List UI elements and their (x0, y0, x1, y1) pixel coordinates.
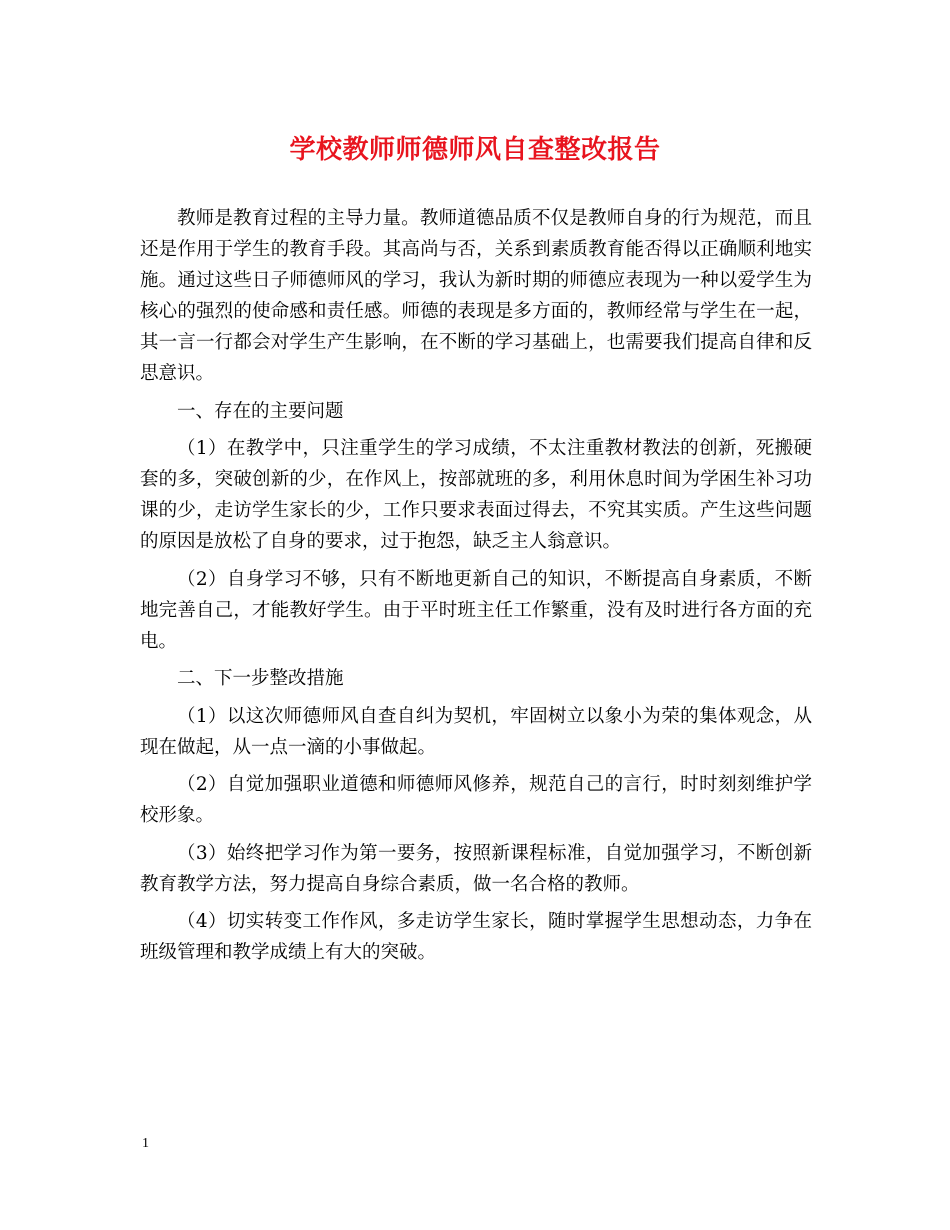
problem-item-1: （1）在教学中，只注重学生的学习成绩，不太注重教材教法的创新，死搬硬套的多，突破创新的少，在作风上，按部就班的多，利用休息时间为学困生补习功课的少，走访学生家长的少，工作只要求表面过得去，不究其实质。产生这些问题的原因是放松了自身的要求，过于抱怨，缺乏主人翁意识。 (140, 438, 812, 552)
measure-item-2: （2）自觉加强职业道德和师德师风修养，规范自己的言行，时时刻刻维护学校形象。 (140, 774, 812, 826)
section-heading-problems: 一、存在的主要问题 (177, 400, 344, 422)
measure-item-3: （3）始终把学习作为第一要务，按照新课程标准，自觉加强学习，不断创新教育教学方法，努力提高自身综合素质，做一名合格的教师。 (140, 842, 812, 895)
measure-item-1: （1）以这次师德师风自查自纠为契机，牢固树立以象小为荣的集体观念，从现在做起，从一点一滴的小事做起。 (140, 705, 812, 758)
intro-paragraph: 教师是教育过程的主导力量。教师道德品质不仅是教师自身的行为规范，而且还是作用于学生的教育手段。其高尚与否，关系到素质教育能否得以正确顺利地实施。通过这些日子师德师风的学习，我认为新时期的师德应表现为一种以爱学生为核心的强烈的使命感和责任感。师德的表现是多方面的，教师经常与学生在一起，其一言一行都会对学生产生影响，在不断的学习基础上，也需要我们提高自律和反思意识。 (140, 208, 812, 384)
page-number: 1 (142, 1136, 149, 1151)
section-heading-measures: 二、下一步整改措施 (177, 668, 344, 689)
document-body (140, 203, 812, 968)
document-title: 学校教师师德师风自查整改报告 (289, 135, 661, 165)
problem-item-2: （2）自身学习不够，只有不断地更新自己的知识，不断提高自身素质，不断地完善自己，才能教好学生。由于平时班主任工作繁重，没有及时进行各方面的充电。 (140, 568, 812, 652)
measure-item-4: （4）切实转变工作作风，多走访学生家长，随时掌握学生思想动态，力争在班级管理和教学成绩上有大的突破。 (140, 911, 812, 963)
